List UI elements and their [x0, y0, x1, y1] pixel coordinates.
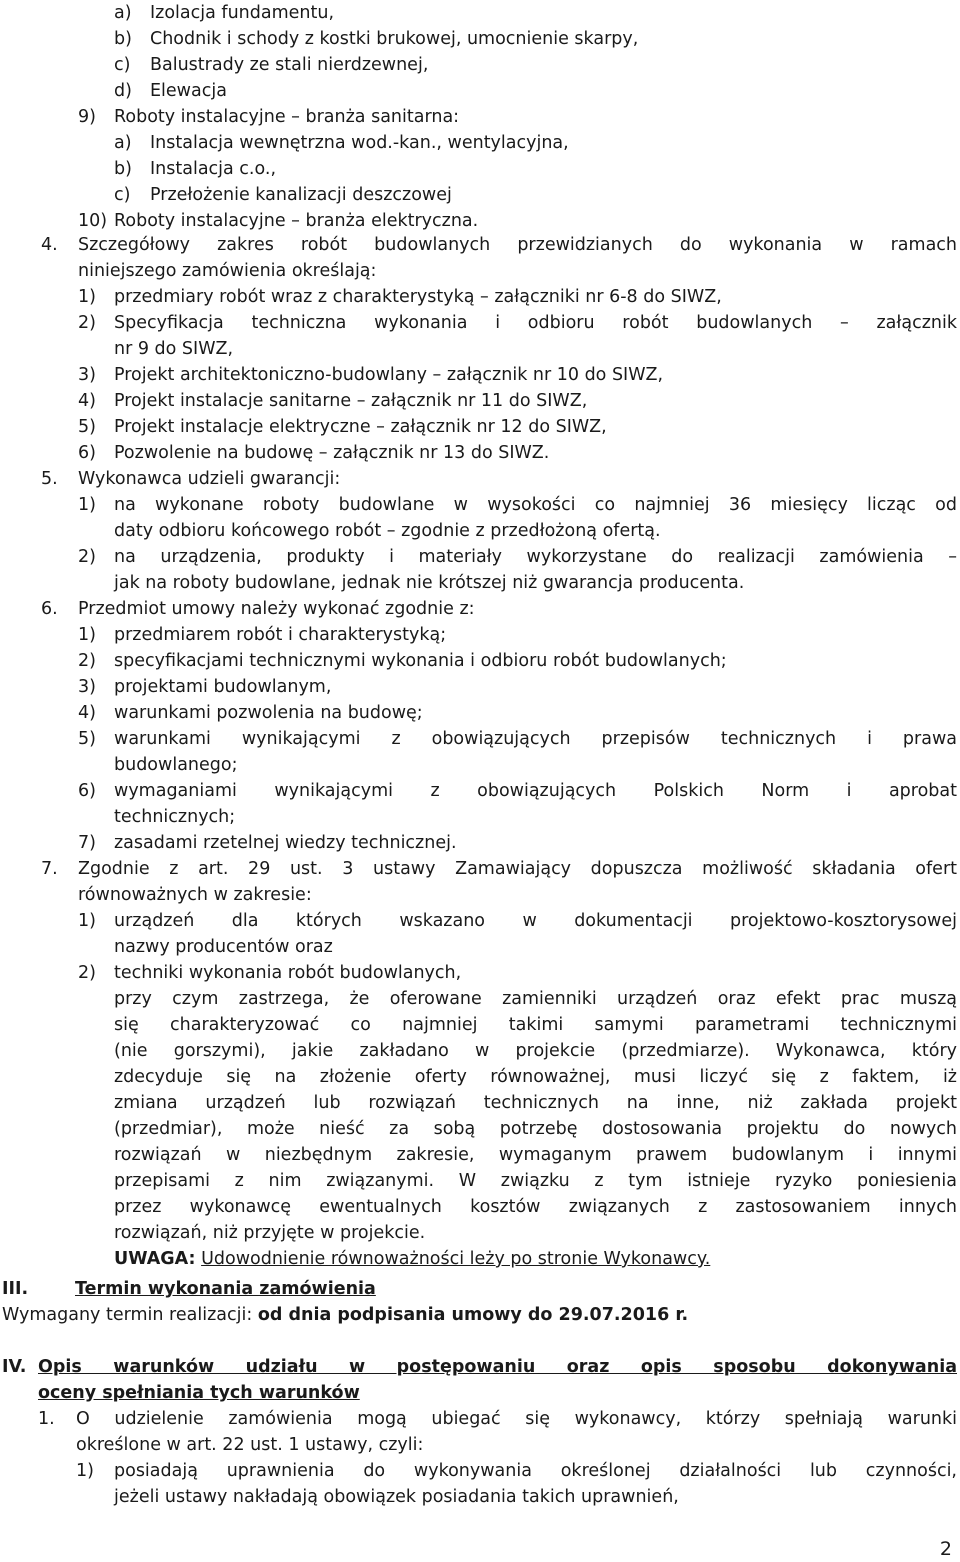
list-item: [114, 78, 638, 104]
list-item: [41, 284, 957, 310]
list-item: [2, 1458, 957, 1484]
list-text: posiadają uprawnienia do wykonywania określonej działalności lub czynności,: [114, 1461, 957, 1481]
list-marker: 1): [78, 625, 96, 645]
list-marker: 5): [78, 417, 96, 437]
list-text: przedmiarem robót i charakterystyką;: [114, 625, 447, 645]
list-item: [41, 492, 957, 518]
list-marker: 1): [78, 911, 96, 931]
list-marker: 1): [78, 287, 96, 307]
list-item: [41, 440, 957, 466]
list-text: Chodnik i schody z kostki brukowej, umocnienie skarpy,: [150, 29, 639, 49]
section-text: Przedmiot umowy należy wykonać zgodnie z:: [78, 599, 475, 619]
section-heading: [2, 1276, 957, 1302]
paragraph-line: określone w art. 22 ust. 1 ustawy, czyli:: [76, 1435, 424, 1455]
list-item: [114, 26, 638, 52]
list-item: [41, 362, 957, 388]
page-number: 2: [939, 1538, 952, 1560]
term-label: Wymagany termin realizacji:: [2, 1305, 253, 1325]
paragraph-line: rozwiązań w niezbędnym zakresie, wymaganym prawem budowlanym i innymi: [114, 1145, 957, 1165]
paragraph-line: zmiana urządzeń lub rozwiązań technicznych na inne, niż zakłada projekt: [114, 1093, 957, 1113]
section-text: niniejszego zamówienia określają:: [78, 261, 377, 281]
section-text: Wykonawca udzieli gwarancji:: [78, 469, 341, 489]
list-text: Balustrady ze stali nierdzewnej,: [150, 55, 429, 75]
list-text: na urządzenia, produkty i materiały wykorzystane do realizacji zamówienia –: [114, 547, 957, 567]
list-item: [114, 156, 569, 182]
list-marker: 2): [78, 963, 96, 983]
paragraph-line: zdecyduje się na złożenie oferty równoważnej, musi liczyć się z faktem, iż: [114, 1067, 957, 1087]
list-marker: 1): [76, 1461, 94, 1481]
list-text: Roboty instalacyjne – branża sanitarna:: [114, 107, 460, 127]
list-text: technicznych;: [114, 807, 236, 827]
list-text: daty odbioru końcowego robót – zgodnie z przedłożoną ofertą.: [114, 521, 661, 541]
list-text: budowlanego;: [114, 755, 238, 775]
list-marker: c): [114, 185, 131, 205]
uwaga-note: [41, 1246, 957, 1272]
list-item: [41, 544, 957, 570]
section-5-line: [41, 466, 957, 492]
list-text: na wykonane roboty budowlane w wysokości co najmniej 36 miesięcy licząc od: [114, 495, 957, 515]
list-text: techniki wykonania robót budowlanych,: [114, 963, 462, 983]
list-text: Instalacja wewnętrzna wod.-kan., wentylacyjna,: [150, 133, 569, 153]
section-marker: 7.: [41, 859, 58, 879]
list-text: warunkami wynikającymi z obowiązujących przepisów technicznych i prawa: [114, 729, 957, 749]
list-text: specyfikacjami technicznymi wykonania i odbioru robót budowlanych;: [114, 651, 727, 671]
list-marker: a): [114, 133, 132, 153]
list-block-b: [114, 130, 569, 208]
list-item: [114, 130, 569, 156]
equivalence-paragraph: [41, 986, 957, 1272]
list-marker: 7): [78, 833, 96, 853]
list-text: projektami budowlanym,: [114, 677, 332, 697]
list-marker: 3): [78, 677, 96, 697]
list-text: Izolacja fundamentu,: [150, 3, 335, 23]
section-7-line: [41, 856, 957, 882]
section-marker: 6.: [41, 599, 58, 619]
paragraph-line: (nie gorszymi), jakie zakładano w projekcie (przedmiarze). Wykonawca, który: [114, 1041, 957, 1061]
paragraph-line: rozwiązań, niż przyjęte w projekcie.: [114, 1223, 426, 1243]
list-text: Roboty instalacyjne – branża elektryczna.: [114, 211, 479, 231]
list-item: [41, 908, 957, 934]
list-marker: 2): [78, 313, 96, 333]
section-title: Termin wykonania zamówienia: [75, 1279, 376, 1299]
list-item: [41, 622, 957, 648]
paragraph-marker: 1.: [38, 1409, 55, 1429]
section-marker: III.: [2, 1279, 29, 1299]
list-text: warunkami pozwolenia na budowę;: [114, 703, 423, 723]
section-marker: 5.: [41, 469, 58, 489]
list-marker: 4): [78, 391, 96, 411]
list-text: przedmiary robót wraz z charakterystyką – załączniki nr 6-8 do SIWZ,: [114, 287, 722, 307]
list-marker: a): [114, 3, 132, 23]
list-text: Przełożenie kanalizacji deszczowej: [150, 185, 452, 205]
uwaga-text: Udowodnienie równoważności leży po stronie Wykonawcy.: [201, 1249, 711, 1269]
section-iv: [2, 1354, 957, 1510]
paragraph-line: przepisami z nim związanymi. W związku z tym istnieje ryzyko poniesienia: [114, 1171, 957, 1191]
list-text: jeżeli ustawy nakładają obowiązek posiadania takich uprawnień,: [114, 1487, 679, 1507]
list-text: Projekt instalacje elektryczne – załącznik nr 12 do SIWZ,: [114, 417, 607, 437]
list-text: nr 9 do SIWZ,: [114, 339, 234, 359]
paragraph-line: się charakteryzować co najmniej takimi samymi parametrami technicznymi: [114, 1015, 957, 1035]
list-marker: d): [114, 81, 132, 101]
paragraph-line: (przedmiar), może nieść za sobą potrzebę dostosowania projektu do nowych: [114, 1119, 957, 1139]
list-text: Elewacja: [150, 81, 227, 101]
list-text: Projekt architektoniczno-budowlany – załącznik nr 10 do SIWZ,: [114, 365, 664, 385]
term-value: od dnia podpisania umowy do 29.07.2016 r.: [257, 1305, 689, 1325]
section-text: Zgodnie z art. 29 ust. 3 ustawy Zamawiający dopuszcza możliwość składania ofert: [78, 859, 957, 879]
section-6-line: [41, 596, 957, 622]
list-item: [114, 182, 569, 208]
list-text: nazwy producentów oraz: [114, 937, 333, 957]
section-heading: [2, 1354, 957, 1380]
list-item-10: [78, 208, 478, 234]
list-marker: b): [114, 159, 132, 179]
section-title: Opis warunków udziału w postępowaniu oraz opis sposobu dokonywania: [38, 1357, 957, 1377]
list-item: [41, 700, 957, 726]
list-text: jak na roboty budowlane, jednak nie krótszej niż gwarancja producenta.: [114, 573, 745, 593]
list-item: [114, 0, 638, 26]
section-text: Szczegółowy zakres robót budowlanych przewidzianych do wykonania w ramach: [78, 235, 957, 255]
section-4: [41, 232, 957, 1272]
list-text: Pozwolenie na budowę – załącznik nr 13 do SIWZ.: [114, 443, 550, 463]
list-text: wymaganiami wynikającymi z obowiązujących Polskich Norm i aprobat: [114, 781, 957, 801]
list-item-9: [78, 104, 459, 130]
list-marker: 6): [78, 781, 96, 801]
paragraph: [2, 1406, 957, 1432]
section-marker: IV.: [2, 1357, 27, 1377]
list-text: Specyfikacja techniczna wykonania i odbioru robót budowlanych – załącznik: [114, 313, 957, 333]
section-title: oceny spełniania tych warunków: [38, 1383, 360, 1403]
list-item: [41, 830, 957, 856]
list-text: Projekt instalacje sanitarne – załącznik nr 11 do SIWZ,: [114, 391, 588, 411]
list-marker: 5): [78, 729, 96, 749]
list-marker: b): [114, 29, 132, 49]
list-marker: 9): [78, 107, 96, 127]
list-block-a: [114, 0, 638, 104]
section-iii: [2, 1276, 957, 1328]
list-item: [41, 414, 957, 440]
list-item: [41, 960, 957, 986]
list-marker: 3): [78, 365, 96, 385]
paragraph-line: przez wykonawcę ewentualnych kosztów związanych z zastosowaniem innych: [114, 1197, 957, 1217]
list-marker: 1): [78, 495, 96, 515]
list-item: [41, 674, 957, 700]
list-text: zasadami rzetelnej wiedzy technicznej.: [114, 833, 457, 853]
section-text: równoważnych w zakresie:: [78, 885, 312, 905]
list-text: urządzeń dla których wskazano w dokumentacji projektowo-kosztorysowej: [114, 911, 957, 931]
list-item: [41, 726, 957, 752]
list-item: [41, 778, 957, 804]
list-marker: 6): [78, 443, 96, 463]
list-marker: 4): [78, 703, 96, 723]
uwaga-label: UWAGA:: [114, 1249, 196, 1269]
paragraph-line: przy czym zastrzega, że oferowane zamienniki urządzeń oraz efekt prac muszą: [114, 989, 957, 1009]
section-marker: 4.: [41, 235, 58, 255]
list-item: [114, 52, 638, 78]
section-4-line: [41, 232, 957, 258]
list-marker: c): [114, 55, 131, 75]
list-item: [41, 310, 957, 336]
list-item: [41, 388, 957, 414]
list-text: Instalacja c.o.,: [150, 159, 277, 179]
paragraph-line: O udzielenie zamówienia mogą ubiegać się wykonawcy, którzy spełniają warunki: [76, 1409, 957, 1429]
list-marker: 2): [78, 547, 96, 567]
list-marker: 2): [78, 651, 96, 671]
term-line: [2, 1302, 957, 1328]
list-marker: 10): [78, 211, 108, 231]
list-item: [41, 648, 957, 674]
